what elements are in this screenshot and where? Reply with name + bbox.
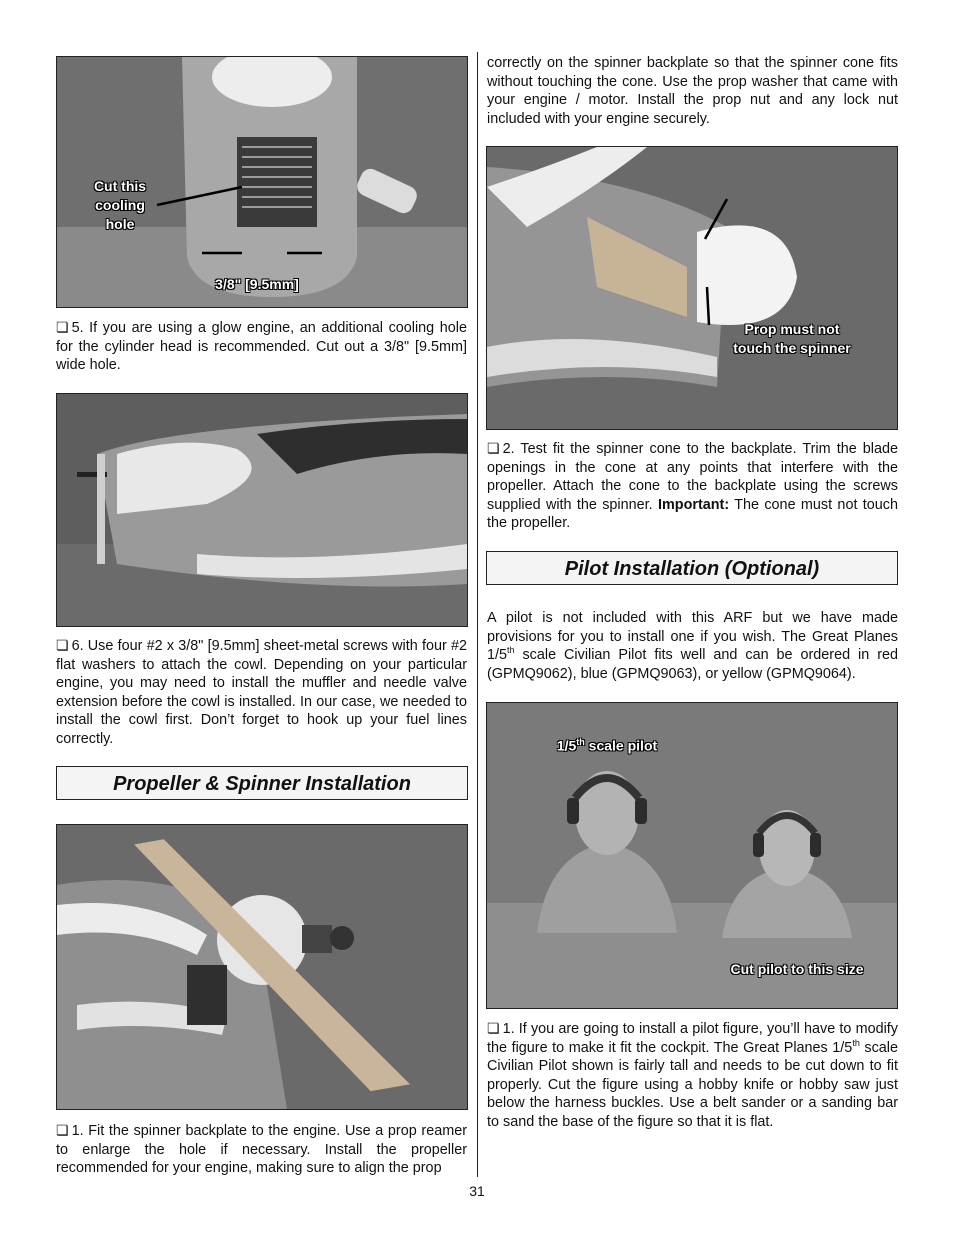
checkbox-icon: ❏ xyxy=(56,637,69,653)
callout-dimension: 3/8" [9.5mm] xyxy=(215,276,299,292)
step-6-text: ❏ 6. Use four #2 x 3/8" [9.5mm] sheet-metal screws with four #2 flat washers to attach the cowl. Depending on your particular engine, you may need to install the muffler and needle valve extension before the cowl is installed. In our case, we needed to install the cowl first. Don’t forget to hook up your fuel lines correctly. xyxy=(56,637,467,747)
propeller-illustration xyxy=(57,825,467,1109)
pilot-step-1-text: ❏ 1. If you are going to install a pilot figure, you’ll have to modify the figure to make it fit the cockpit. The Great Planes 1/5th scale Civilian Pilot shown is fairly tall and needs to be cut down to fit properly. Cut the figure using a hobby knife or hobby saw just below the harness buckles. Use a belt sander or a sanding bar to sand the base of the figure so that it is flat. xyxy=(487,1020,899,1130)
spinner-fit-photo xyxy=(486,146,898,430)
cowl-cooling-hole-photo xyxy=(56,56,468,308)
callout-cut-cooling-hole: Cut this cooling hole xyxy=(93,178,147,232)
pilot-scale-photo xyxy=(486,702,898,1009)
checkbox-icon: ❏ xyxy=(487,1020,500,1036)
checkbox-icon: ❏ xyxy=(487,440,500,456)
section-heading-propeller: Propeller & Spinner Installation xyxy=(56,766,468,800)
checkbox-icon: ❏ xyxy=(56,319,69,335)
pilot-intro-text: A pilot is not included with this ARF but we have made provisions for you to install one if you wish. The Great Planes 1/5th scale Civilian Pilot fits well and can be ordered in red (GPMQ9062), blue (GPMQ9063), or yellow (GPMQ9064). xyxy=(487,610,898,682)
callout-cut-pilot: Cut pilot to this size xyxy=(730,961,864,977)
propeller-continued-text: correctly on the spinner backplate so that the spinner cone fits without touching the cone. Use the prop washer that came with your engine / motor. Install the prop nut and any lock nut included with your engine securely. xyxy=(487,55,898,127)
propeller-photo xyxy=(56,824,468,1110)
column-divider xyxy=(477,52,478,1177)
section-heading-pilot: Pilot Installation (Optional) xyxy=(486,551,898,585)
callout-scale-pilot: 1/5th scale pilot xyxy=(556,737,658,754)
step-1-propeller-text: ❏ 1. Fit the spinner backplate to the engine. Use a prop reamer to enlarge the hole if necessary. Install the propeller recommended for your engine, making sure to align the prop xyxy=(56,1122,467,1177)
callout-prop-must-not-touch: Prop must not touch the spinner xyxy=(733,321,851,356)
step-2-spinner-text: ❏ 2. Test fit the spinner cone to the backplate. Trim the blade openings in the cone at any points that interfere with the propeller. Attach the cone to the backplate using the screws supplied with the spinner. Important: The cone must not touch the propeller. xyxy=(487,440,898,532)
fuselage-illustration xyxy=(57,394,467,626)
cowl-installed-photo xyxy=(56,393,468,627)
spinner-illustration xyxy=(487,147,897,429)
checkbox-icon: ❏ xyxy=(56,1122,69,1138)
step-5-text: ❏ 5. If you are using a glow engine, an additional cooling hole for the cylinder head is recommended. Cut out a 3/8" [9.5mm] wide hole. xyxy=(56,319,467,374)
page-number: 31 xyxy=(469,1183,485,1199)
